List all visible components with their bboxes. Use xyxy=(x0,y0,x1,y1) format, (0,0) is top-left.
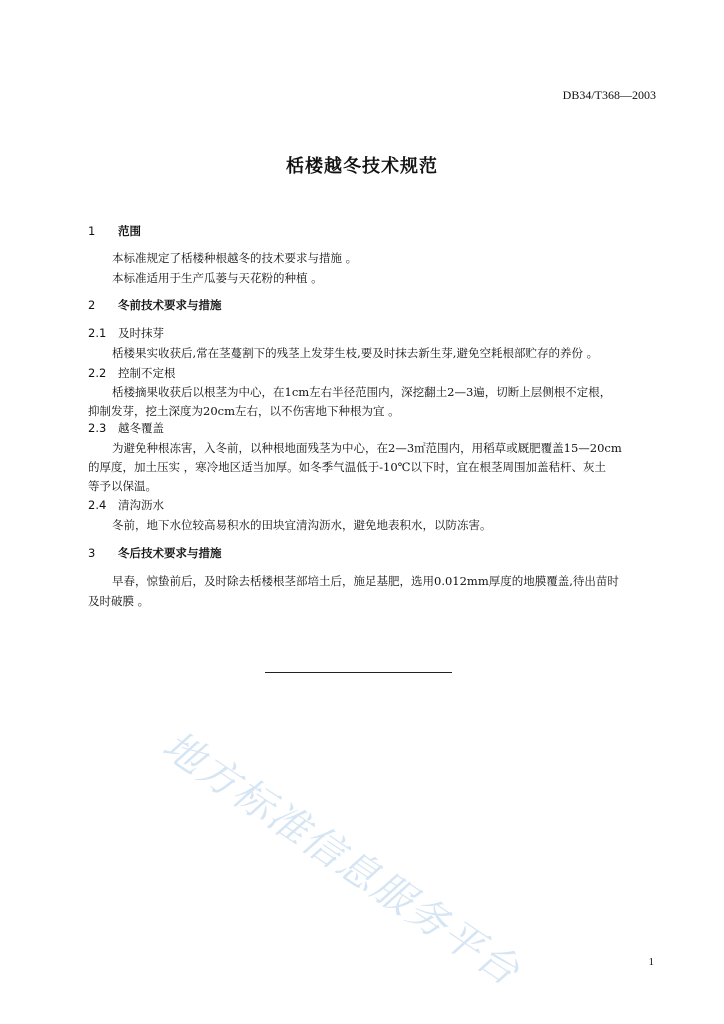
section-1-para-2: 本标准适用于生产瓜蒌与天花粉的种植 。 xyxy=(112,271,323,285)
section-2-2-heading: 2.2 控制不定根 xyxy=(88,366,176,380)
section-2-3-heading: 2.3 越冬覆盖 xyxy=(88,421,164,435)
section-1-heading: 1 范围 xyxy=(88,224,141,238)
document-title: 栝楼越冬技术规范 xyxy=(286,156,438,177)
section-2-3-para-line-3: 等予以保温。 xyxy=(88,479,157,493)
section-3-heading: 3 冬后技术要求与措施 xyxy=(88,546,222,560)
section-2-3-para-line-1: 为避免种根冻害，入冬前，以种根地面残茎为中心，在2—3㎡范围内，用稻草或厩肥覆盖15—20cm xyxy=(112,441,622,455)
section-3-para-line-2: 及时破膜 。 xyxy=(88,594,150,608)
watermark: 地方标准信息服务平台 xyxy=(154,722,529,996)
section-2-2-para-line-1: 栝楼摘果收获后以根茎为中心，在1cm左右半径范围内，深挖翻土2—3遍，切断上层侧根不定根， xyxy=(112,385,612,399)
section-2-4-heading: 2.4 清沟沥水 xyxy=(88,498,164,512)
section-2-1-heading: 2.1 及时抹芽 xyxy=(88,326,164,340)
section-2-2-para-line-2: 抑制发芽，挖土深度为20cm左右，以不伤害地下种根为宜 。 xyxy=(88,404,400,418)
end-rule xyxy=(265,672,452,673)
section-2-4-para: 冬前，地下水位较高易积水的田块宜清沟沥水，避免地表积水，以防冻害。 xyxy=(112,518,492,532)
page-number: 1 xyxy=(648,956,654,968)
section-2-heading: 2 冬前技术要求与措施 xyxy=(88,298,222,312)
section-3-para-line-1: 早春，惊蛰前后，及时除去栝楼根茎部培土后，施足基肥，选用0.012mm厚度的地膜覆盖,待出苗时 xyxy=(112,574,619,588)
section-2-3-para-line-2: 的厚度，加土压实 ，寒冷地区适当加厚。如冬季气温低于-10℃以下时，宜在根茎周围加盖秸杆、灰土 xyxy=(88,460,607,474)
section-1-para-1: 本标准规定了栝楼种根越冬的技术要求与措施 。 xyxy=(112,251,358,265)
standard-code: DB34/T368—2003 xyxy=(562,88,656,102)
section-2-1-para: 栝楼果实收获后,常在茎蔓割下的残茎上发芽生枝,要及时抹去新生芽,避免空耗根部贮存的养份 。 xyxy=(112,346,599,360)
